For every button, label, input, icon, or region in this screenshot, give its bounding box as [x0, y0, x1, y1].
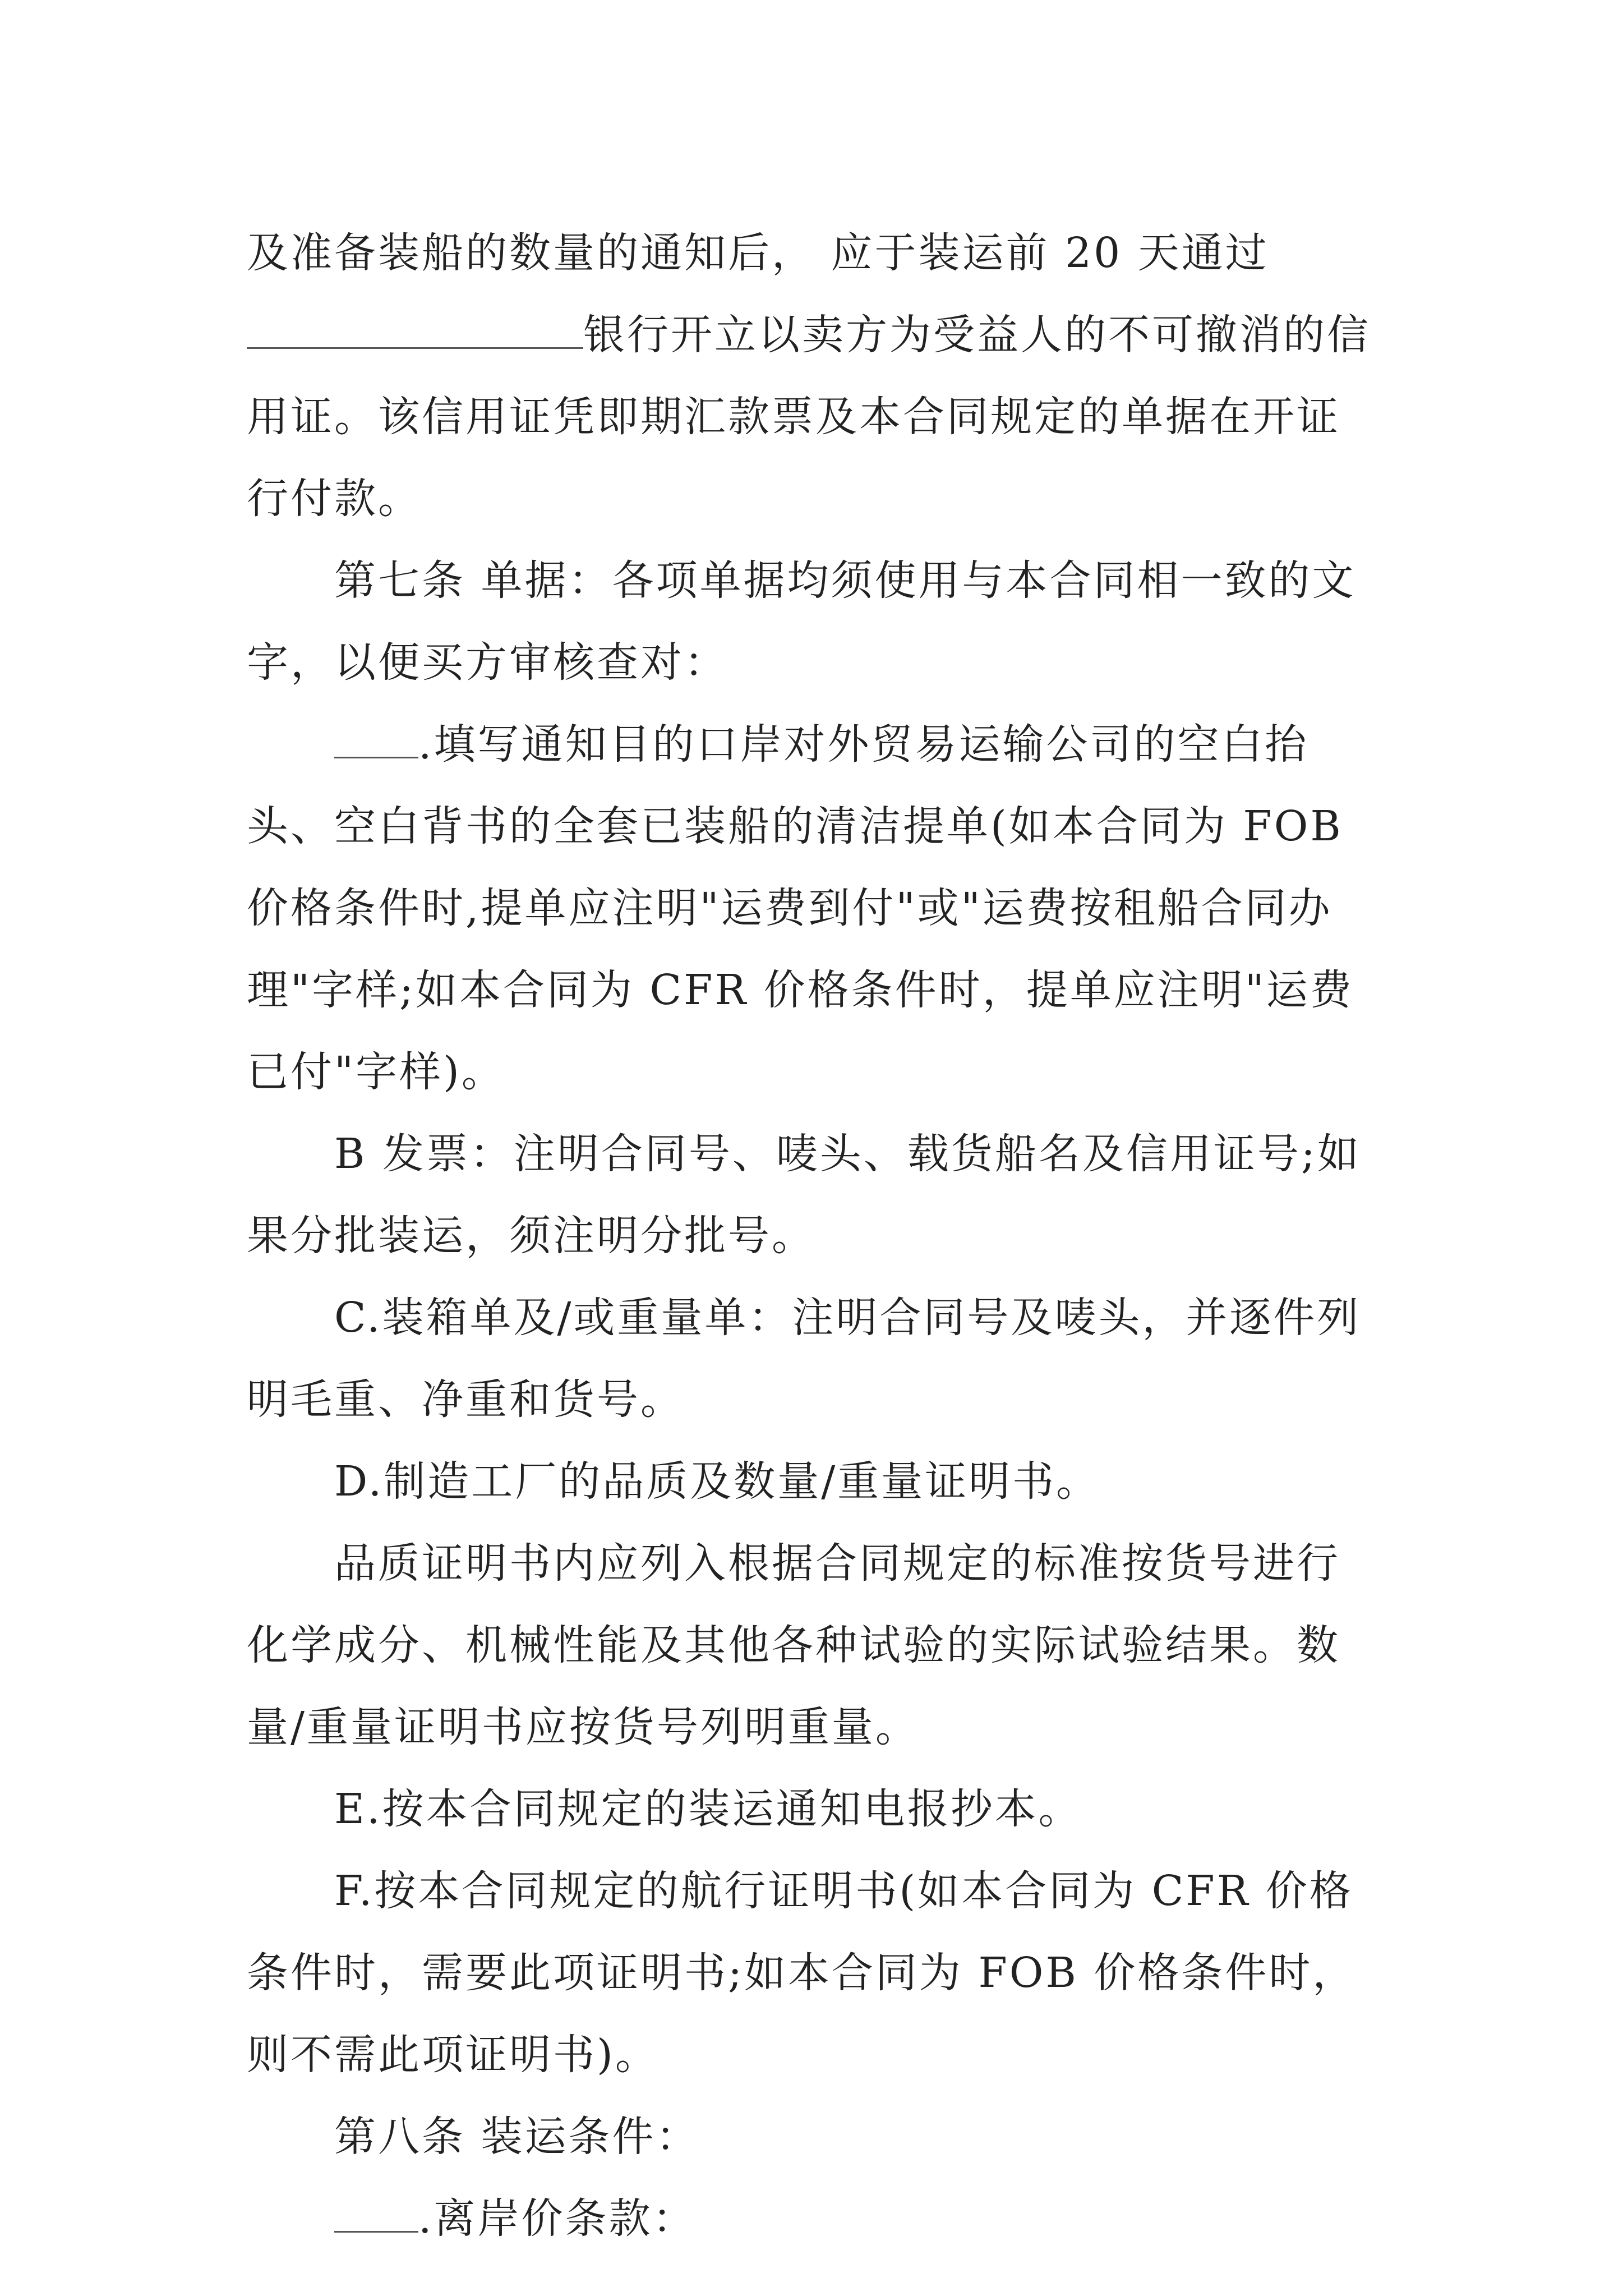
paragraph-fob-terms: [247, 2178, 1380, 2260]
bank-name-blank: [247, 306, 583, 349]
text-packing-list: C.装箱单及/或重量单：注明合同号及唛头，并逐件列明毛重、净重和货号。: [247, 1294, 1361, 1424]
paragraph-article-8: [247, 2096, 1380, 2178]
text-payment-notice: 及准备装船的数量的通知后， 应于装运前 20 天通过: [247, 229, 1269, 277]
paragraph-bill-of-lading: [247, 703, 1380, 1113]
paragraph-payment-notice: [247, 212, 1380, 294]
text-article-8: 第八条 装运条件：: [334, 2113, 700, 2161]
item-letter-blank-2: [334, 2189, 418, 2233]
paragraph-invoice: [247, 1113, 1380, 1277]
text-fob-terms: .离岸价条款：: [418, 2194, 697, 2243]
text-quality-certificate: D.制造工厂的品质及数量/重量证明书。: [334, 1457, 1100, 1506]
text-invoice: B 发票：注明合同号、唛头、载货船名及信用证号;如果分批装运，须注明分批号。: [247, 1130, 1361, 1260]
paragraph-shipping-advice: [247, 1768, 1380, 1850]
text-navigation-certificate: F.按本合同规定的航行证明书(如本合同为 CFR 价格条件时，需要此项证明书;如本合同为 FOB 价格条件时，则不需此项证明书)。: [247, 1867, 1357, 2079]
item-letter-blank: [334, 715, 418, 758]
paragraph-packing-list: [247, 1277, 1380, 1441]
paragraph-navigation-certificate: [247, 1850, 1380, 2096]
text-certificate-details: 品质证明书内应列入根据合同规定的标准按货号进行化学成分、机械性能及其他各种试验的实际试验结果。数量/重量证明书应按货号列明重量。: [247, 1539, 1340, 1751]
document-body: [247, 212, 1380, 2260]
text-article-7: 第七条 单据：各项单据均须使用与本合同相一致的文字，以便买方审核查对：: [247, 556, 1356, 687]
paragraph-certificate-details: [247, 1522, 1380, 1768]
paragraph-letter-of-credit: [247, 294, 1380, 540]
paragraph-quality-certificate: [247, 1441, 1380, 1522]
text-shipping-advice: E.按本合同规定的装运通知电报抄本。: [334, 1785, 1082, 1833]
text-letter-of-credit: 银行开立以卖方为受益人的不可撤消的信用证。该信用证凭即期汇款票及本合同规定的单据在开证行付款。: [247, 311, 1371, 523]
paragraph-article-7: [247, 540, 1380, 703]
text-bill-of-lading: .填写通知目的口岸对外贸易运输公司的空白抬头、空白背书的全套已装船的清洁提单(如本合同为 FOB 价格条件时,提单应注明"运费到付"或"运费按租船合同办理"字样;如本合同为 CFR 价格条件时，提单应注明"运费已付"字样)。: [247, 720, 1354, 1096]
